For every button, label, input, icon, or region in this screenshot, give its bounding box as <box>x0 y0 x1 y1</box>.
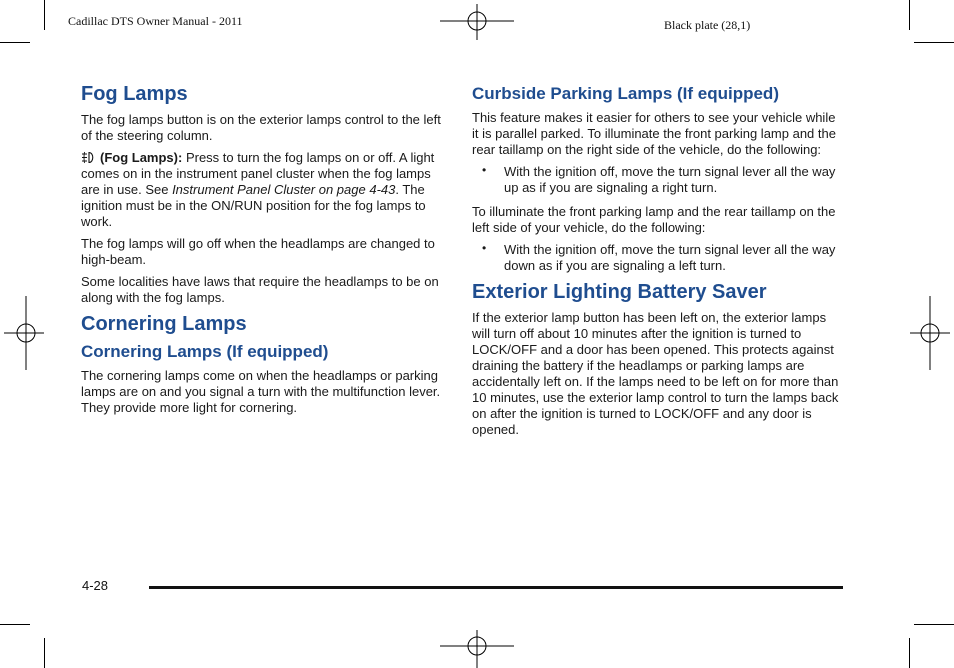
crop-mark-bl-v <box>44 638 45 668</box>
right-column <box>472 82 840 444</box>
bullet-text: With the ignition off, move the turn signal lever all the way up as if you are signaling a right turn. <box>504 164 836 195</box>
battery-saver-paragraph: If the exterior lamp button has been left on, the exterior lamps will turn off about 10 minutes after the ignition is turned to LOCK/OFF and a door has been opened. This protects against draining the battery if the headlamps or parking lamps are accidentally left on. If the lamps need to be left on for more than 10 minutes, use the exterior lamp control to turn the lamps back on after the ignition is turned to LOCK/OFF and any door is opened. <box>472 310 839 437</box>
curbside-bullet-list-2 <box>472 242 840 274</box>
curbside-parking-subheading: Curbside Parking Lamps (If equipped) <box>472 84 779 103</box>
fog-lamps-paragraph-4: Some localities have laws that require the headlamps to be on along with the fog lamps. <box>81 274 439 305</box>
list-item <box>472 242 840 274</box>
bullet-icon: • <box>482 241 487 255</box>
registration-mark-icon <box>4 296 44 372</box>
left-column <box>81 82 446 422</box>
fog-lamps-paragraph-2 <box>81 150 446 230</box>
curbside-bullet-list-1 <box>472 164 840 196</box>
fog-lamps-paragraph-1: The fog lamps button is on the exterior lamps control to the left of the steering column. <box>81 112 441 143</box>
manual-title: Cadillac DTS Owner Manual - 2011 <box>68 14 243 28</box>
registration-mark-icon <box>440 4 516 42</box>
crop-mark-br-v <box>909 638 910 668</box>
fog-lamps-text-b: . The ignition must be in the ON/RUN position for the fog lamps to work. <box>81 182 426 229</box>
fog-lamp-icon <box>81 151 97 164</box>
crop-mark-tl-v <box>44 0 45 30</box>
registration-mark-icon <box>440 628 516 668</box>
curbside-paragraph-1: This feature makes it easier for others to see your vehicle while it is parallel parked. To illuminate the front parking lamp and the rear taillamp on the right side of the vehicle, do the following: <box>472 110 836 157</box>
plate-label: Black plate (28,1) <box>664 18 751 32</box>
cornering-lamps-heading: Cornering Lamps <box>81 313 247 335</box>
bullet-text: With the ignition off, move the turn signal lever all the way down as if you are signaling a left turn. <box>504 242 836 273</box>
fog-lamps-label: (Fog Lamps): <box>100 150 183 165</box>
registration-mark-icon <box>910 296 950 372</box>
fog-lamps-paragraph-3: The fog lamps will go off when the headlamps are changed to high-beam. <box>81 236 435 267</box>
cornering-lamps-subheading: Cornering Lamps (If equipped) <box>81 342 329 361</box>
page-number: 4-28 <box>82 578 109 593</box>
crop-mark-bl-h <box>0 624 30 625</box>
crop-mark-br-h <box>914 624 954 625</box>
instrument-panel-cluster-reference[interactable]: Instrument Panel Cluster on page 4-43 <box>172 182 396 197</box>
battery-saver-heading: Exterior Lighting Battery Saver <box>472 281 767 303</box>
crop-mark-tr-v <box>909 0 910 30</box>
bullet-icon: • <box>482 163 487 177</box>
fog-lamps-text-a: Press to turn the fog lamps on or off. A light comes on in the instrument panel cluster when the fog lamps are in use. See <box>81 150 435 197</box>
list-item <box>472 164 840 196</box>
crop-mark-tr-h <box>914 42 954 43</box>
footer-rule <box>149 586 843 589</box>
fog-lamps-heading: Fog Lamps <box>81 83 188 105</box>
crop-mark-tl-h <box>0 42 30 43</box>
cornering-lamps-paragraph: The cornering lamps come on when the headlamps or parking lamps are on and you signal a turn with the multifunction lever. They provide more light for cornering. <box>81 368 441 415</box>
curbside-paragraph-2: To illuminate the front parking lamp and the rear taillamp on the left side of your vehicle, do the following: <box>472 204 836 235</box>
